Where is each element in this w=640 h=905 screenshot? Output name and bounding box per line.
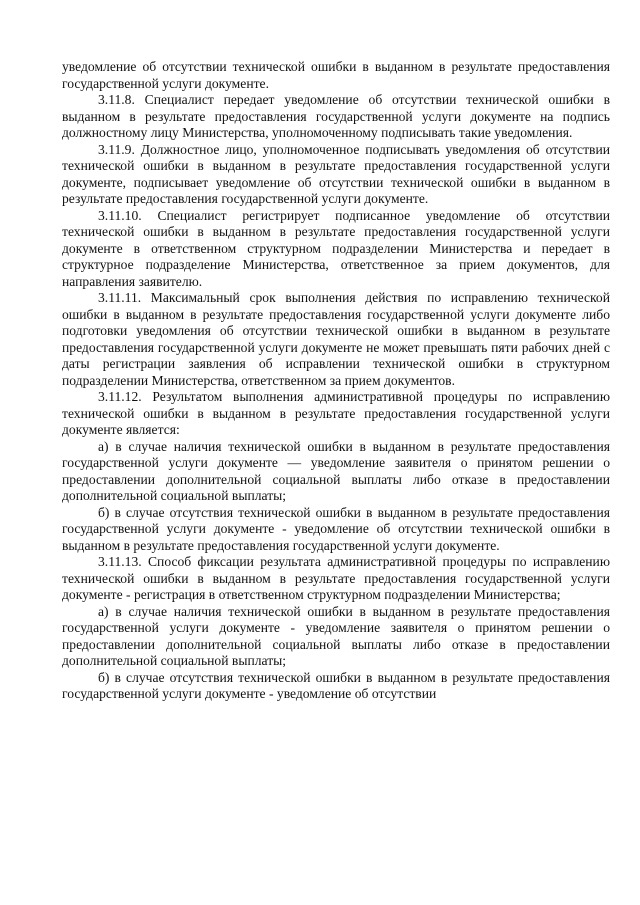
- paragraph-3-11-11: 3.11.11. Максимальный срок выполнения действия по исправлению технической ошибки в выданном в результате предоставления государственной услуги документе либо подготовки уведомления об отсутствии технической ошибки в выданном в результате предоставления государственной услуги документе не может превышать пяти рабочих дней с даты регистрации заявления об исправлении технической ошибки в структурном подразделении Министерства, ответственном за прием документов.: [62, 290, 610, 388]
- document-page: [62, 59, 610, 703]
- paragraph-3-11-10: 3.11.10. Специалист регистрирует подписанное уведомление об отсутствии технической ошибки в выданном в результате предоставления государственной услуги документе в ответственном структурном подразделении Министерства и передает в структурное подразделение Министерства, ответственное за прием документов, для направления заявителю.: [62, 207, 610, 289]
- paragraph-3-11-13-b: б) в случае отсутствия технической ошибки в выданном в результате предоставления государственной услуги документе - уведомление об отсутствии: [62, 669, 610, 701]
- paragraph-3-11-8: 3.11.8. Специалист передает уведомление об отсутствии технической ошибки в выданном в результате предоставления государственной услуги документе на подпись должностному лицу Министерства, уполномоченному подписывать такие уведомления.: [62, 92, 610, 140]
- paragraph-3-11-9: 3.11.9. Должностное лицо, уполномоченное подписывать уведомления об отсутствии технической ошибки в выданном в результате предоставления государственной услуги документе, подписывает уведомление об отсутствии технической ошибки в выданном в результате предоставления государственной услуги документе.: [62, 141, 610, 206]
- paragraph-3-11-13-a: а) в случае наличия технической ошибки в выданном в результате предоставления государственной услуги документе - уведомление заявителя о принятом решении о предоставлении дополнительной социальной выплаты либо отказе в предоставлении дополнительной социальной выплаты;: [62, 603, 610, 668]
- paragraph-3-11-12-b: б) в случае отсутствия технической ошибки в выданном в результате предоставления государственной услуги документе - уведомление об отсутствии технической ошибки в выданном в результате предоставления государственной услуги документе.: [62, 504, 610, 553]
- paragraph-3-11-12: 3.11.12. Результатом выполнения административной процедуры по исправлению технической ошибки в выданном в результате предоставления государственной услуги документе является:: [62, 389, 610, 437]
- paragraph-3-11-13: 3.11.13. Способ фиксации результата административной процедуры по исправлению технической ошибки в выданном в результате предоставления государственной услуги документе - регистрация в ответственном структурном подразделении Министерства;: [62, 554, 610, 602]
- paragraph-3-11-12-a: а) в случае наличия технической ошибки в выданном в результате предоставления государственной услуги документе — уведомление заявителя о принятом решении о предоставлении дополнительной социальной выплаты либо отказе в предоставлении дополнительной социальной выплаты;: [62, 438, 610, 503]
- paragraph-continuation: уведомление об отсутствии технической ошибки в выданном в результате предоставления государственной услуги документе.: [62, 59, 610, 91]
